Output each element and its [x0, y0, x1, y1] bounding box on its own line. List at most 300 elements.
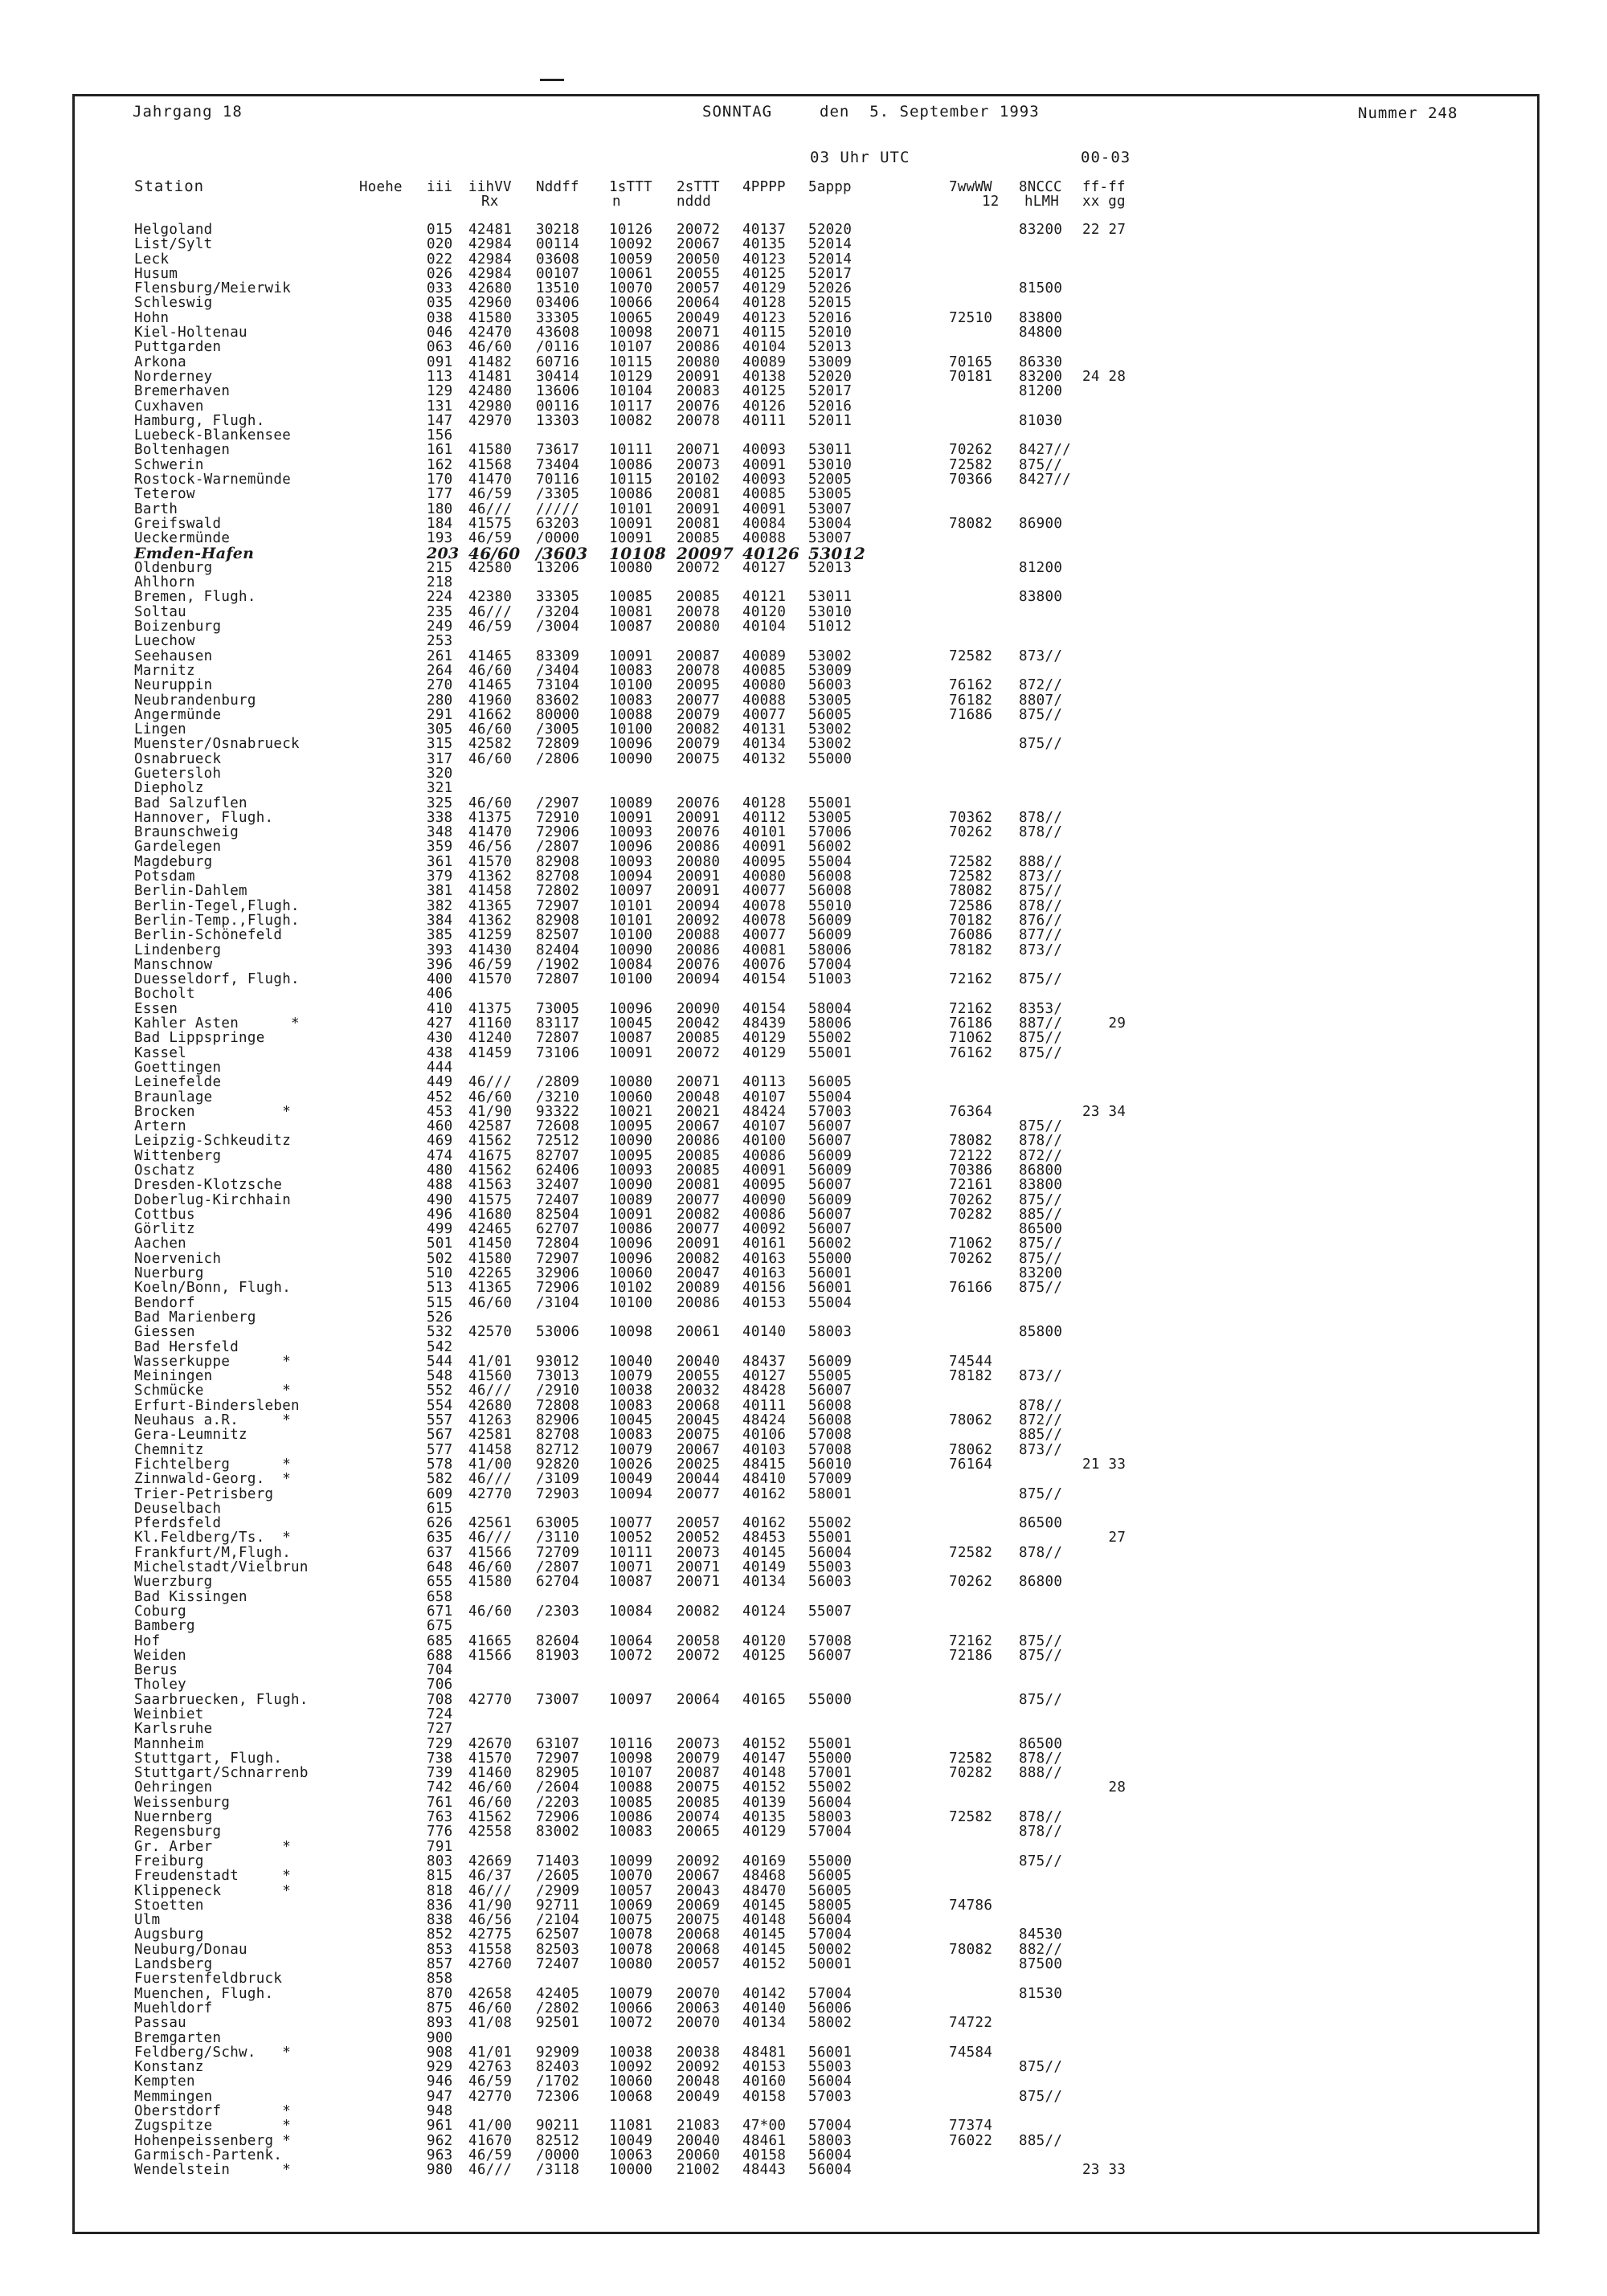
group-nddff: 62704 — [536, 1574, 580, 1591]
group-pressure: 40129 — [742, 1030, 787, 1047]
group-clouds: 875// — [1019, 1030, 1063, 1047]
group-pressure: 40081 — [742, 942, 787, 958]
station-name: Memmingen — [134, 2088, 213, 2105]
group-nddff: /2807 — [536, 839, 580, 856]
station-id: 739 — [427, 1765, 453, 1782]
station-id: 063 — [427, 339, 453, 356]
station-id: 321 — [427, 780, 453, 797]
group-nddff: /2909 — [536, 1882, 580, 1899]
group-nddff: 82707 — [536, 1147, 580, 1164]
group-pressure: 40125 — [742, 383, 787, 400]
group-nddff: 72910 — [536, 809, 580, 826]
station-name: Cottbus — [134, 1206, 195, 1223]
station-id: 513 — [427, 1280, 453, 1297]
station-name: Karlsruhe — [134, 1721, 213, 1738]
group-pressure: 40090 — [742, 1191, 787, 1208]
station-id: 488 — [427, 1177, 453, 1194]
station-id: 776 — [427, 1824, 453, 1840]
group-tendency: 53002 — [808, 648, 853, 664]
group-tendency: 51003 — [808, 971, 853, 988]
group-tendency: 55007 — [808, 1603, 853, 1620]
group-clouds: 875// — [1019, 883, 1063, 900]
group-temp: 10060 — [609, 1265, 653, 1282]
group-pressure: 40095 — [742, 1177, 787, 1194]
station-name: Zinnwald-Georg. * — [134, 1471, 292, 1488]
station-name: Marnitz — [134, 662, 195, 679]
group-gusts: 22 27 — [1082, 222, 1127, 238]
station-name: Koeln/Bonn, Flugh. — [134, 1280, 292, 1297]
group-ihvv: 42970 — [468, 412, 513, 429]
group-clouds: 875// — [1019, 1691, 1063, 1708]
group-ihvv: 46/60 — [468, 1559, 513, 1576]
group-ihvv: 42481 — [468, 222, 513, 238]
station-name: Mannheim — [134, 1735, 204, 1752]
group-ihvv: 41430 — [468, 942, 513, 958]
group-dewpoint: 20086 — [677, 339, 721, 356]
group-gusts: 23 33 — [1082, 2162, 1127, 2179]
group-pressure: 40107 — [742, 1089, 787, 1105]
group-pressure: 40078 — [742, 897, 787, 914]
group-weather: 72122 — [949, 1147, 993, 1164]
group-ihvv: 42380 — [468, 589, 513, 606]
station-id: 035 — [427, 295, 453, 312]
group-temp: 10096 — [609, 1236, 653, 1252]
group-tendency: 55001 — [808, 1044, 853, 1061]
group-temp: 10059 — [609, 251, 653, 268]
station-name: Goettingen — [134, 1059, 222, 1076]
group-weather: 78062 — [949, 1441, 993, 1458]
station-name: Braunlage — [134, 1089, 213, 1105]
group-dewpoint: 20055 — [677, 1368, 721, 1385]
station-id: 708 — [427, 1691, 453, 1708]
group-pressure: 40152 — [742, 1956, 787, 1973]
group-tendency: 58006 — [808, 1015, 853, 1032]
group-dewpoint: 20079 — [677, 1750, 721, 1767]
group-temp: 10089 — [609, 1191, 653, 1208]
group-ihvv: 41/90 — [468, 1897, 513, 1914]
group-weather: 70262 — [949, 1250, 993, 1267]
station-id: 438 — [427, 1044, 453, 1061]
group-weather: 76164 — [949, 1456, 993, 1473]
station-name: Oschatz — [134, 1162, 195, 1179]
group-tendency: 56001 — [808, 1280, 853, 1297]
group-nddff: /3109 — [536, 1471, 580, 1488]
group-ihvv: 46/// — [468, 1530, 513, 1546]
page-frame — [72, 94, 1540, 2234]
station-name: Arkona — [134, 353, 187, 370]
group-ihvv: 41563 — [468, 1177, 513, 1194]
group-temp: 10085 — [609, 589, 653, 606]
group-clouds: 873// — [1019, 868, 1063, 885]
group-pressure: 40084 — [742, 515, 787, 532]
group-ihvv: 42763 — [468, 2059, 513, 2076]
group-tendency: 55000 — [808, 1691, 853, 1708]
group-weather: 76364 — [949, 1103, 993, 1120]
group-ihvv: 42570 — [468, 1324, 513, 1341]
station-id: 427 — [427, 1015, 453, 1032]
group-tendency: 56004 — [808, 2162, 853, 2179]
group-pressure: 40158 — [742, 2088, 787, 2105]
group-temp: 10045 — [609, 1412, 653, 1429]
group-pressure: 40113 — [742, 1074, 787, 1091]
group-nddff: /3118 — [536, 2162, 580, 2179]
group-temp: 10038 — [609, 1383, 653, 1399]
group-clouds: 875// — [1019, 1853, 1063, 1869]
time-utc: 03 Uhr UTC — [810, 149, 910, 166]
group-dewpoint: 20077 — [677, 1221, 721, 1238]
station-name: Weissenburg — [134, 1794, 231, 1811]
station-name: Garmisch-Partenk. — [134, 2147, 283, 2163]
col-ff: ff-ff — [1082, 179, 1126, 195]
station-name: Feldberg/Schw. * — [134, 2044, 292, 2061]
group-temp: 10100 — [609, 721, 653, 738]
station-id: 688 — [427, 1647, 453, 1664]
day-label: SONNTAG — [702, 103, 773, 121]
station-id: 704 — [427, 1662, 453, 1679]
group-pressure: 48424 — [742, 1103, 787, 1120]
group-clouds: 8353/ — [1019, 1000, 1063, 1017]
group-temp: 10090 — [609, 1133, 653, 1150]
station-name: Cuxhaven — [134, 398, 204, 415]
station-name: Schmücke * — [134, 1383, 292, 1399]
group-ihvv: 41575 — [468, 515, 513, 532]
group-ihvv: 46/60 — [468, 795, 513, 811]
group-clouds: 875// — [1019, 1647, 1063, 1664]
group-dewpoint: 20044 — [677, 1471, 721, 1488]
group-tendency: 53005 — [808, 692, 853, 709]
group-nddff: 73007 — [536, 1691, 580, 1708]
group-nddff: 60716 — [536, 353, 580, 370]
group-temp: 10093 — [609, 1162, 653, 1179]
group-nddff: /3305 — [536, 486, 580, 503]
group-weather: 78082 — [949, 515, 993, 532]
station-name: Schleswig — [134, 295, 213, 312]
group-tendency: 56010 — [808, 1456, 853, 1473]
group-tendency: 56007 — [808, 1647, 853, 1664]
group-ihvv: 41570 — [468, 1750, 513, 1767]
group-dewpoint: 20085 — [677, 1147, 721, 1164]
group-dewpoint: 20088 — [677, 927, 721, 944]
station-name: Ulm — [134, 1912, 161, 1929]
group-temp: 10100 — [609, 1294, 653, 1311]
col-hoehe: Hoehe — [359, 179, 403, 195]
group-nddff: 71403 — [536, 1853, 580, 1869]
group-pressure: 40129 — [742, 280, 787, 297]
station-id: 449 — [427, 1074, 453, 1091]
group-weather: 70386 — [949, 1162, 993, 1179]
group-tendency: 55001 — [808, 1530, 853, 1546]
station-name: Oldenburg — [134, 559, 213, 576]
station-name: Regensburg — [134, 1824, 222, 1840]
group-dewpoint: 20064 — [677, 295, 721, 312]
group-clouds: 85800 — [1019, 1324, 1063, 1341]
group-tendency: 52013 — [808, 559, 853, 576]
group-temp: 10111 — [609, 1544, 653, 1561]
group-nddff: 73617 — [536, 442, 580, 459]
group-dewpoint: 20038 — [677, 2044, 721, 2061]
group-tendency: 57008 — [808, 1441, 853, 1458]
group-dewpoint: 20042 — [677, 1015, 721, 1032]
group-weather: 72582 — [949, 1809, 993, 1826]
group-nddff: 72809 — [536, 736, 580, 753]
station-name: Leipzig-Schkeuditz — [134, 1133, 292, 1150]
group-tendency: 56008 — [808, 1412, 853, 1429]
group-ihvv: 42680 — [468, 1397, 513, 1414]
group-pressure: 40132 — [742, 750, 787, 767]
group-tendency: 56007 — [808, 1206, 853, 1223]
station-name: Bad Hersfeld — [134, 1338, 239, 1355]
group-temp: 10092 — [609, 2059, 653, 2076]
group-nddff: 72907 — [536, 1250, 580, 1267]
group-tendency: 50001 — [808, 1956, 853, 1973]
group-clouds: 875// — [1019, 2059, 1063, 2076]
station-id: 469 — [427, 1133, 453, 1150]
group-dewpoint: 20091 — [677, 500, 721, 517]
group-ihvv: 46/59 — [468, 956, 513, 973]
group-dewpoint: 20043 — [677, 1882, 721, 1899]
group-clouds: 878// — [1019, 1750, 1063, 1767]
col-ihvv: iihVV — [468, 179, 512, 195]
group-ihvv: 41/90 — [468, 1103, 513, 1120]
group-temp: 10063 — [609, 2147, 653, 2163]
group-temp: 10052 — [609, 1530, 653, 1546]
group-nddff: 72906 — [536, 1280, 580, 1297]
group-dewpoint: 20085 — [677, 1030, 721, 1047]
group-weather: 72510 — [949, 309, 993, 326]
group-pressure: 40086 — [742, 1147, 787, 1164]
group-temp: 10089 — [609, 795, 653, 811]
group-dewpoint: 20073 — [677, 1544, 721, 1561]
group-pressure: 40100 — [742, 1133, 787, 1150]
group-pressure: 40158 — [742, 2147, 787, 2163]
group-clouds: 885// — [1019, 2132, 1063, 2149]
group-dewpoint: 20050 — [677, 251, 721, 268]
group-temp: 10070 — [609, 280, 653, 297]
group-clouds: 885// — [1019, 1427, 1063, 1444]
group-ihvv: 41362 — [468, 868, 513, 885]
station-id: 962 — [427, 2132, 453, 2149]
group-temp: 10098 — [609, 325, 653, 341]
station-name: Boizenburg — [134, 619, 222, 635]
group-dewpoint: 20077 — [677, 692, 721, 709]
group-clouds: 83200 — [1019, 368, 1063, 385]
group-weather: 78182 — [949, 942, 993, 958]
group-ihvv: 42770 — [468, 2088, 513, 2105]
group-dewpoint: 20075 — [677, 750, 721, 767]
group-clouds: 873// — [1019, 1441, 1063, 1458]
group-clouds: 875// — [1019, 971, 1063, 988]
group-dewpoint: 20040 — [677, 1353, 721, 1370]
group-pressure: 40145 — [742, 1897, 787, 1914]
group-tendency: 52011 — [808, 412, 853, 429]
station-name: Kiel-Holtenau — [134, 325, 247, 341]
group-tendency: 56006 — [808, 2000, 853, 2016]
group-tendency: 57009 — [808, 1471, 853, 1488]
group-ihvv: 42770 — [468, 1485, 513, 1502]
group-pressure: 40154 — [742, 1000, 787, 1017]
station-id: 291 — [427, 706, 453, 723]
station-name: List/Sylt — [134, 236, 213, 253]
group-nddff: 53006 — [536, 1324, 580, 1341]
group-pressure: 40127 — [742, 1368, 787, 1385]
group-dewpoint: 20085 — [677, 1794, 721, 1811]
group-nddff: /2807 — [536, 1559, 580, 1576]
station-id: 853 — [427, 1941, 453, 1958]
group-clouds: 84800 — [1019, 325, 1063, 341]
group-gusts: 27 — [1082, 1530, 1127, 1546]
station-id: 131 — [427, 398, 453, 415]
group-nddff: /2907 — [536, 795, 580, 811]
group-temp: 10026 — [609, 1456, 653, 1473]
group-temp: 10096 — [609, 736, 653, 753]
group-tendency: 56008 — [808, 868, 853, 885]
group-temp: 10061 — [609, 265, 653, 282]
group-nddff: 82708 — [536, 868, 580, 885]
group-clouds: 83800 — [1019, 309, 1063, 326]
group-tendency: 57004 — [808, 956, 853, 973]
group-temp: 10086 — [609, 1809, 653, 1826]
group-tendency: 56005 — [808, 1882, 853, 1899]
group-nddff: 62507 — [536, 1926, 580, 1943]
group-clouds: 875// — [1019, 2088, 1063, 2105]
group-dewpoint: 20079 — [677, 736, 721, 753]
group-pressure: 40134 — [742, 2015, 787, 2032]
station-name: Chemnitz — [134, 1441, 204, 1458]
group-clouds: 878// — [1019, 1397, 1063, 1414]
group-dewpoint: 20021 — [677, 1103, 721, 1120]
group-nddff: 00114 — [536, 236, 580, 253]
station-name: Coburg — [134, 1603, 187, 1620]
group-dewpoint: 20086 — [677, 1133, 721, 1150]
group-weather: 76086 — [949, 927, 993, 944]
group-temp: 10102 — [609, 1280, 653, 1297]
station-id: 496 — [427, 1206, 453, 1223]
group-nddff: 82908 — [536, 912, 580, 929]
group-temp: 10117 — [609, 398, 653, 415]
group-temp: 10000 — [609, 2162, 653, 2179]
group-pressure: 40077 — [742, 883, 787, 900]
group-ihvv: 41562 — [468, 1162, 513, 1179]
group-pressure: 40091 — [742, 500, 787, 517]
station-name: Fuerstenfeldbruck — [134, 1971, 283, 1988]
group-ihvv: 41566 — [468, 1647, 513, 1664]
group-tendency: 56002 — [808, 839, 853, 856]
station-id: 180 — [427, 500, 453, 517]
group-dewpoint: 20075 — [677, 1779, 721, 1796]
group-tendency: 52016 — [808, 398, 853, 415]
group-nddff: 63005 — [536, 1515, 580, 1532]
group-ihvv: 41665 — [468, 1632, 513, 1649]
group-nddff: 73106 — [536, 1044, 580, 1061]
group-temp: 10065 — [609, 309, 653, 326]
group-temp: 10087 — [609, 1030, 653, 1047]
group-clouds: 878// — [1019, 1544, 1063, 1561]
group-dewpoint: 20087 — [677, 1765, 721, 1782]
group-temp: 10097 — [609, 883, 653, 900]
station-id: 637 — [427, 1544, 453, 1561]
station-id: 460 — [427, 1118, 453, 1135]
station-id: 359 — [427, 839, 453, 856]
station-name: Bendorf — [134, 1294, 195, 1311]
group-ihvv: 42470 — [468, 325, 513, 341]
group-weather: 72582 — [949, 1750, 993, 1767]
group-ihvv: 42670 — [468, 1735, 513, 1752]
station-name: Hohenpeissenberg * — [134, 2132, 292, 2149]
group-pressure: 40128 — [742, 295, 787, 312]
group-dewpoint: 20072 — [677, 1647, 721, 1664]
group-nddff: ///// — [536, 500, 580, 517]
group-dewpoint: 20071 — [677, 325, 721, 341]
group-dewpoint: 20073 — [677, 1735, 721, 1752]
group-dewpoint: 20067 — [677, 1868, 721, 1885]
group-tendency: 56005 — [808, 706, 853, 723]
station-id: 348 — [427, 824, 453, 841]
group-dewpoint: 21083 — [677, 2118, 721, 2135]
group-pressure: 47*00 — [742, 2118, 787, 2135]
group-nddff: 03608 — [536, 251, 580, 268]
group-tendency: 55004 — [808, 853, 853, 870]
group-nddff: 72512 — [536, 1133, 580, 1150]
group-ihvv: 46/60 — [468, 750, 513, 767]
group-dewpoint: 20081 — [677, 486, 721, 503]
station-name: Bad Salzuflen — [134, 795, 247, 811]
group-dewpoint: 20057 — [677, 1956, 721, 1973]
station-id: 249 — [427, 619, 453, 635]
station-name: Boltenhagen — [134, 442, 231, 459]
group-weather: 72162 — [949, 1632, 993, 1649]
group-pressure: 40126 — [742, 543, 800, 563]
station-id: 648 — [427, 1559, 453, 1576]
group-nddff: 82905 — [536, 1765, 580, 1782]
group-clouds: 888// — [1019, 1765, 1063, 1782]
station-id: 675 — [427, 1618, 453, 1635]
group-pressure: 40086 — [742, 1206, 787, 1223]
group-tendency: 53002 — [808, 721, 853, 738]
group-nddff: 92820 — [536, 1456, 580, 1473]
group-dewpoint: 20083 — [677, 383, 721, 400]
station-id: 379 — [427, 868, 453, 885]
group-nddff: /2806 — [536, 750, 580, 767]
group-dewpoint: 20078 — [677, 412, 721, 429]
group-pressure: 40095 — [742, 853, 787, 870]
group-clouds: 878// — [1019, 1824, 1063, 1840]
group-pressure: 48453 — [742, 1530, 787, 1546]
col-p4: 4PPPP — [742, 179, 786, 195]
group-clouds: 83200 — [1019, 1265, 1063, 1282]
group-nddff: 80000 — [536, 706, 580, 723]
group-nddff: 93322 — [536, 1103, 580, 1120]
group-nddff: 13303 — [536, 412, 580, 429]
group-pressure: 40085 — [742, 662, 787, 679]
station-id: 385 — [427, 927, 453, 944]
station-name: Noervenich — [134, 1250, 222, 1267]
group-weather: 76186 — [949, 1015, 993, 1032]
group-clouds: 83800 — [1019, 589, 1063, 606]
group-pressure: 40091 — [742, 456, 787, 473]
group-temp: 10070 — [609, 1868, 653, 1885]
group-temp: 10072 — [609, 1647, 653, 1664]
station-name: Hamburg, Flugh. — [134, 412, 265, 429]
station-id: 361 — [427, 853, 453, 870]
group-nddff: 32906 — [536, 1265, 580, 1282]
group-ihvv: 41458 — [468, 1441, 513, 1458]
group-pressure: 40163 — [742, 1250, 787, 1267]
station-name: Zugspitze * — [134, 2118, 292, 2135]
group-clouds: 81500 — [1019, 280, 1063, 297]
station-id: 893 — [427, 2015, 453, 2032]
group-tendency: 55002 — [808, 1515, 853, 1532]
station-name: Oberstdorf * — [134, 2103, 292, 2119]
